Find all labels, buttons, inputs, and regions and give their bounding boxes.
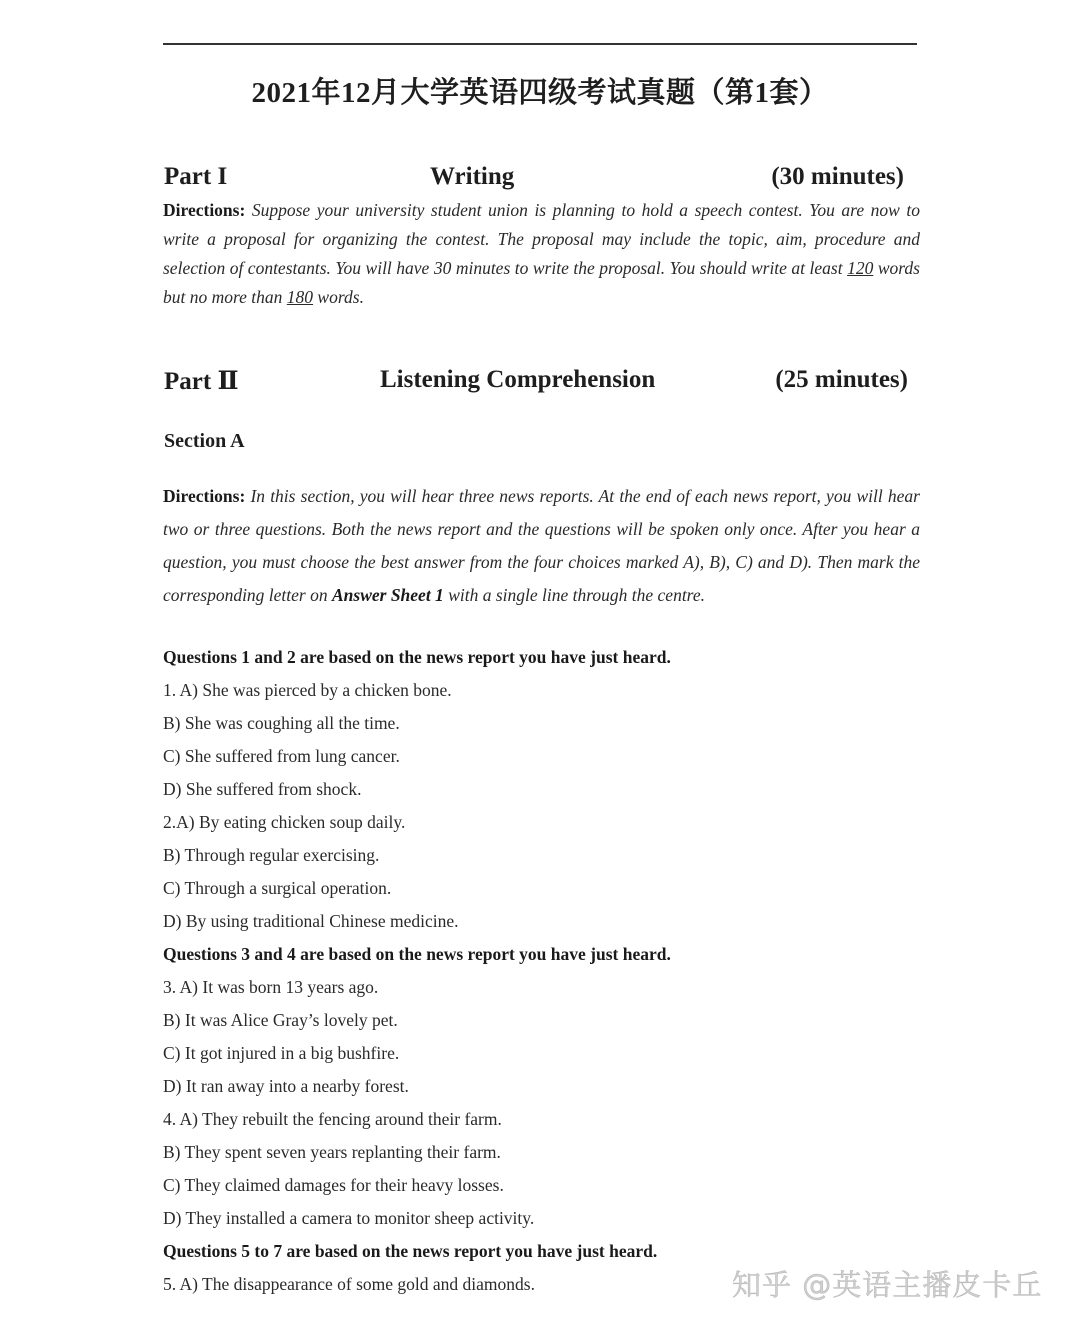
directions-text-2: words but no more than	[163, 258, 920, 307]
section-a-title: Section A	[164, 430, 245, 452]
directions-label: Directions:	[163, 486, 246, 506]
answer-option: 4. A) They rebuilt the fencing around their farm.	[163, 1109, 502, 1129]
directions-label: Directions:	[163, 200, 246, 220]
answer-option: 2.A) By eating chicken soup daily.	[163, 812, 406, 832]
question-group-heading: Questions 3 and 4 are based on the news report you have just heard.	[163, 944, 671, 964]
part-2-name: Listening Comprehension	[380, 366, 656, 393]
answer-option: C) They claimed damages for their heavy losses.	[163, 1175, 504, 1195]
part-2-header	[164, 366, 908, 400]
answer-option: C) It got injured in a big bushfire.	[163, 1043, 400, 1063]
max-words: 180	[286, 287, 314, 307]
question-group-heading: Questions 1 and 2 are based on the news report you have just heard.	[163, 647, 671, 667]
answer-option: C) She suffered from lung cancer.	[163, 746, 400, 766]
document-title: 2021年12月大学英语四级考试真题（第1套）	[251, 77, 829, 109]
part-1-name: Writing	[430, 163, 515, 190]
part-1-label: Part I	[164, 163, 228, 190]
directions-text-3: words.	[313, 287, 364, 307]
directions-text-1: Suppose your university student union is planning to hold a speech contest. You are now to write a proposal for organizing the contest. The proposal may include the topic, aim, procedure and selection of contestants. You will have 30 minutes to write the proposal. You should write at least	[163, 200, 920, 278]
answer-option: B) They spent seven years replanting their farm.	[163, 1142, 501, 1162]
part-2-label: Part Ⅱ	[164, 368, 239, 395]
answer-sheet-ref: Answer Sheet 1	[331, 585, 444, 605]
min-words: 120	[847, 258, 874, 278]
answer-option: C) Through a surgical operation.	[163, 878, 392, 898]
part-1-header	[164, 163, 908, 197]
directions-text-1: In this section, you will hear three news reports. At the end of each news report, you will hear two or three questions. Both the news report and the questions will be spoken only once. After you hear a question, you must choose the best answer from the four choices marked A), B), C) and D). Then mark the corresponding letter on	[163, 486, 920, 605]
answer-option: D) They installed a camera to monitor sheep activity.	[163, 1208, 535, 1228]
answer-option: B) It was Alice Gray’s lovely pet.	[163, 1010, 398, 1030]
answer-option: 3. A) It was born 13 years ago.	[163, 977, 379, 997]
answer-option: D) By using traditional Chinese medicine.	[163, 911, 459, 931]
directions-text-2: with a single line through the centre.	[443, 585, 705, 605]
answer-option: B) She was coughing all the time.	[163, 713, 400, 733]
answer-option: D) She suffered from shock.	[163, 779, 362, 799]
watermark: 知乎 @英语主播皮卡丘	[732, 1268, 1043, 1302]
section-a-directions	[163, 480, 920, 612]
answer-option: 5. A) The disappearance of some gold and diamonds.	[163, 1274, 535, 1294]
part-1-time: (30 minutes)	[771, 163, 904, 190]
answer-option: D) It ran away into a nearby forest.	[163, 1076, 409, 1096]
answer-option: 1. A) She was pierced by a chicken bone.	[163, 680, 452, 700]
top-rule	[163, 43, 917, 45]
part-2-time: (25 minutes)	[775, 366, 908, 393]
part-1-directions	[163, 196, 920, 312]
question-group-heading: Questions 5 to 7 are based on the news report you have just heard.	[163, 1241, 658, 1261]
answer-option: B) Through regular exercising.	[163, 845, 380, 865]
